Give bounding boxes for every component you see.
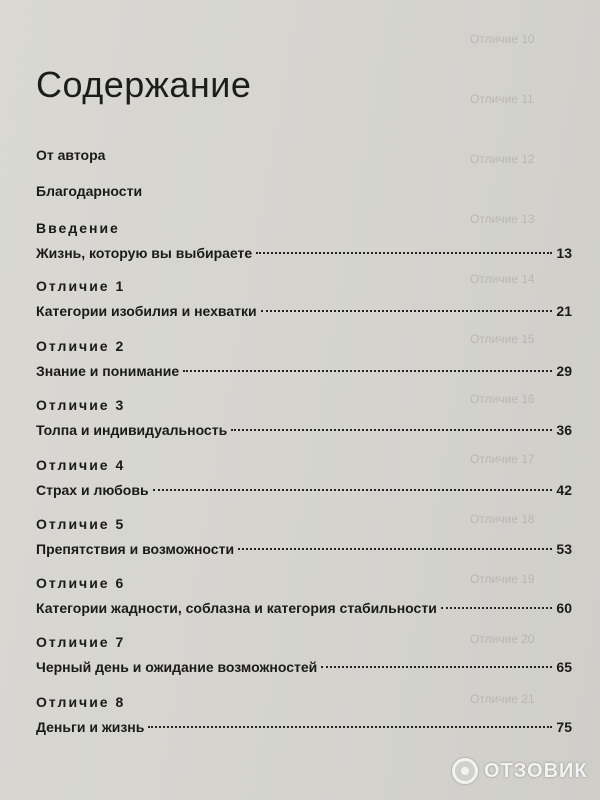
entry-label: Отличие 5 — [36, 516, 126, 532]
entry-page: 21 — [556, 303, 572, 319]
entry-page: 53 — [556, 541, 572, 557]
dot-leader — [153, 489, 553, 491]
entry-page: 29 — [556, 363, 572, 379]
entry-label: Отличие 8 — [36, 694, 126, 710]
entry-title: Знание и понимание — [36, 363, 180, 379]
otzovik-logo-icon — [452, 758, 478, 784]
watermark — [452, 758, 588, 784]
toc-entry — [36, 456, 572, 500]
entry-page: 75 — [556, 719, 572, 735]
entry-label: Отличие 3 — [36, 397, 126, 413]
front-matter-thanks: Благодарности — [36, 183, 143, 199]
entry-title: Черный день и ожидание возможностей — [36, 659, 318, 675]
toc-entry — [36, 337, 572, 381]
dot-leader — [238, 548, 552, 550]
entry-title: Препятствия и возможности — [36, 541, 235, 557]
entry-page: 13 — [556, 245, 572, 261]
entry-label: Отличие 6 — [36, 575, 126, 591]
entry-page: 42 — [556, 482, 572, 498]
toc-entry — [36, 574, 572, 618]
dot-leader — [183, 370, 552, 372]
dot-leader — [321, 666, 552, 668]
entry-page: 60 — [556, 600, 572, 616]
front-matter-author: От автора — [36, 147, 106, 163]
toc-entry — [36, 693, 572, 737]
entry-title: Страх и любовь — [36, 482, 149, 498]
entry-title: Деньги и жизнь — [36, 719, 145, 735]
dot-leader — [148, 726, 552, 728]
toc-entry — [36, 515, 572, 559]
entry-label: Отличие 1 — [36, 278, 126, 294]
watermark-text: ОТЗОВИК — [484, 759, 588, 782]
toc-entry — [36, 219, 572, 263]
entry-title: Толпа и индивидуальность — [36, 422, 228, 438]
entry-page: 65 — [556, 659, 572, 675]
dot-leader — [231, 429, 552, 431]
entry-label: Отличие 2 — [36, 338, 126, 354]
toc-entry — [36, 633, 572, 677]
entry-label: Отличие 7 — [36, 634, 126, 650]
entry-page: 36 — [556, 422, 572, 438]
entry-label: Отличие 4 — [36, 457, 126, 473]
page-title: Содержание — [36, 64, 252, 105]
toc-entry — [36, 396, 572, 440]
dot-leader — [261, 310, 553, 312]
entry-title: Категории изобилия и нехватки — [36, 303, 257, 319]
entry-label: Введение — [36, 220, 120, 236]
dot-leader — [256, 252, 552, 254]
toc-entry — [36, 277, 572, 321]
entry-title: Категории жадности, соблазна и категория стабильности — [36, 600, 437, 616]
entry-title: Жизнь, которую вы выбираете — [36, 245, 253, 261]
bleed-through-text: Отличие 10 Отличие 11 Отличие 12 Отличие 13 Отличие 14 Отличие 15 Отличие 16 Отличие 17 Отличие 18 Отличие 19 Отличие 20 Отличие 21 — [470, 32, 535, 706]
dot-leader — [441, 607, 553, 609]
